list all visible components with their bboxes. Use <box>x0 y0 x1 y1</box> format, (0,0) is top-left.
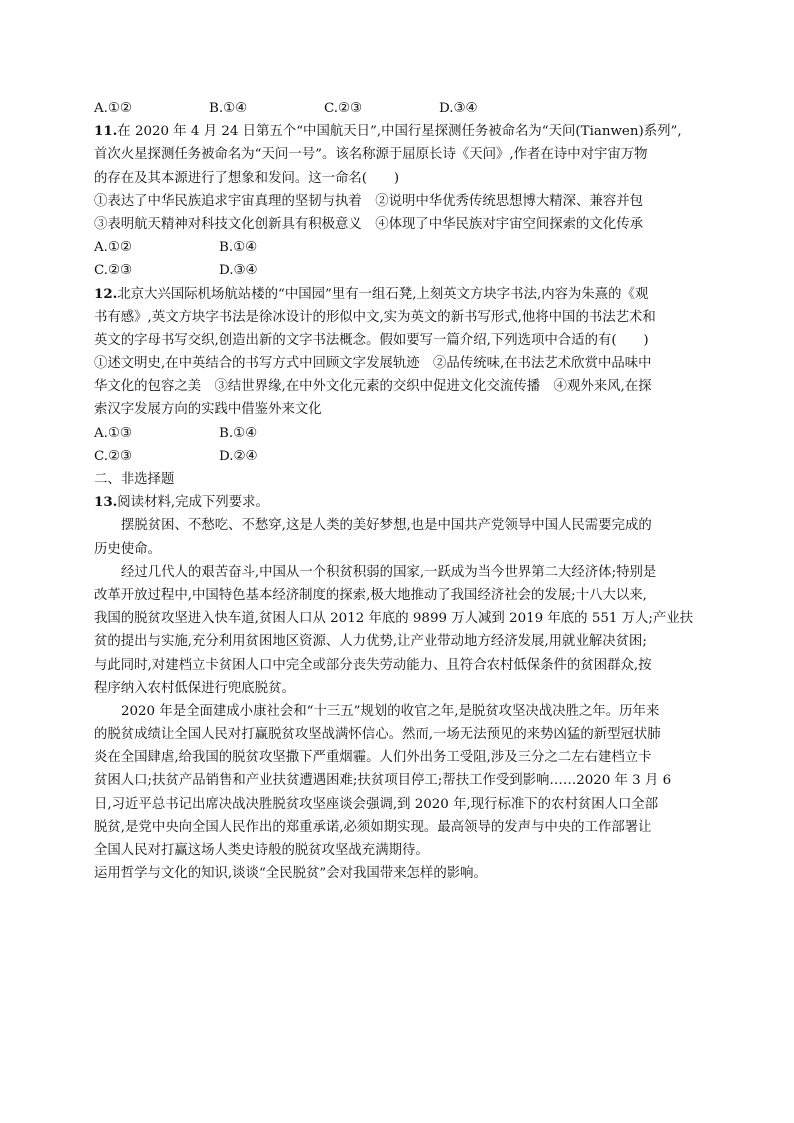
statement-line: ①表达了中华民族追求宇宙真理的坚韧与执着 ②说明中华优秀传统思想博大精深、兼容并包 <box>94 193 644 209</box>
statement-line: ③表明航天精神对科技文化创新具有积极意义 ④体现了中华民族对宇宙空间探索的文化传承 <box>94 216 644 232</box>
option-d: D.③④ <box>219 263 258 279</box>
statement-line: ①述文明史,在中英结合的书写方式中回顾文字发展轨迹 ②品传统味,在书法艺术欣赏中品味中 <box>94 356 652 372</box>
question-stem-line: 书有感》,英文方块字书法是徐冰设计的形似中文,实为英文的新书写形式,他将中国的书法艺术和 <box>94 309 656 325</box>
statement-line: 索汉字发展方向的实践中借鉴外来文化 <box>94 402 322 418</box>
paragraph-line: 改革开放过程中,中国特色基本经济制度的探索,极大地推动了我国经济社会的发展;十八大以来, <box>94 587 647 603</box>
statement-line: 华文化的包容之美 ③结世界缘,在中外文化元素的交织中促进文化交流传播 ④观外来风,在探 <box>94 379 652 395</box>
option-c: C.②③ <box>94 448 133 464</box>
paragraph-line: 日,习近平总书记出席决战决胜脱贫攻坚座谈会强调,到 2020 年,现行标准下的农村贫困人口全部 <box>94 796 659 812</box>
question-number: 11. <box>94 123 118 140</box>
material-paragraph-2 <box>94 561 706 700</box>
material-paragraph-1 <box>94 514 706 560</box>
question-11 <box>94 120 706 282</box>
question-12 <box>94 283 706 469</box>
option-d: D.③④ <box>439 101 478 116</box>
paragraph-line: 全国人民对打赢这场人类史诗般的脱贫攻坚战充满期待。 <box>94 843 429 858</box>
paragraph-line: 经过几代人的艰苦奋斗,中国从一个积贫积弱的国家,一跃成为当今世界第二大经济体;特别是 <box>121 564 657 580</box>
paragraph-line: 2020 年是全面建成小康社会和“十三五”规划的收官之年,是脱贫攻坚决战决胜之年。历年来 <box>121 703 660 719</box>
paragraph-line: 我国的脱贫攻坚进入快车道,贫困人口从 2012 年底的 9899 万人减到 2019 年底的 551 万人;产业扶 <box>94 611 694 627</box>
options-row <box>94 422 706 445</box>
paragraph-line: 与此同时,对建档立卡贫困人口中完全或部分丧失劳动能力、且符合农村低保条件的贫困群众,按 <box>94 657 652 673</box>
question-stem-line: 首次火星探测任务被命名为“天问一号”。该名称源于屈原长诗《天问》,作者在诗中对宇宙万物 <box>94 147 648 163</box>
option-c: C.②③ <box>324 101 363 116</box>
paragraph-line: 炎在全国肆虐,给我国的脱贫攻坚撒下严重烟霾。人们外出务工受阻,涉及三分之二左右建档立卡 <box>94 750 652 766</box>
options-row <box>94 259 706 282</box>
option-c: C.②③ <box>94 263 133 279</box>
option-b: B.①④ <box>219 240 258 256</box>
options-row <box>94 236 706 259</box>
question-task: 运用哲学与文化的知识,谈谈“全民脱贫”会对我国带来怎样的影响。 <box>94 866 487 882</box>
question-stem-line: 北京大兴国际机场航站楼的“中国园”里有一组石凳,上刻英文方块字书法,内容为朱熹的《观 <box>117 286 649 302</box>
option-a: A.①③ <box>94 425 132 441</box>
paragraph-line: 脱贫,是党中央向全国人民作出的郑重承诺,必须如期实现。最高领导的发声与中央的工作部署让 <box>94 819 652 835</box>
options-row <box>94 445 706 468</box>
option-b: B.①④ <box>219 425 258 441</box>
material-paragraph-3 <box>94 700 706 862</box>
question-stem-line: 在 2020 年 4 月 24 日第五个“中国航天日”,中国行星探测任务被命名为“天问(Tianwen)系列”, <box>117 124 682 140</box>
option-b: B.①④ <box>209 101 248 116</box>
question-number: 13. <box>94 494 118 511</box>
option-d: D.②④ <box>219 448 258 464</box>
section-heading: 二、非选择题 <box>94 472 175 487</box>
q10-options <box>94 97 706 120</box>
paragraph-line: 历史使命。 <box>94 541 161 557</box>
option-a: A.①② <box>94 101 132 116</box>
question-stem: 阅读材料,完成下列要求。 <box>117 495 269 511</box>
question-13 <box>94 491 706 885</box>
paragraph-line: 贫困人口;扶贫产品销售和产业扶贫遭遇困难;扶贫项目停工;帮扶工作受到影响……2020 年 3 月 6 <box>94 773 672 789</box>
question-number: 12. <box>94 285 118 302</box>
question-stem-line: 英文的字母书写交织,创造出新的文字书法概念。假如要写一篇介绍,下列选项中合适的有( ) <box>94 332 649 348</box>
paragraph-line: 贫的提出与实施,充分利用贫困地区资源、人力优势,让产业带动地方经济发展,用就业解决贫困; <box>94 634 647 650</box>
option-a: A.①② <box>94 240 132 256</box>
paragraph-line: 程序纳入农村低保进行兜底脱贫。 <box>94 680 295 696</box>
question-stem-line: 的存在及其本源进行了想象和发问。这一命名( ) <box>94 170 400 186</box>
paragraph-line: 的脱贫成绩让全国人民对打赢脱贫攻坚战满怀信心。然而,一场无法预见的来势凶猛的新型冠状肺 <box>94 727 661 743</box>
paragraph-line: 摆脱贫困、不愁吃、不愁穿,这是人类的美好梦想,也是中国共产党领导中国人民需要完成的 <box>121 518 652 534</box>
exam-page <box>94 97 706 885</box>
